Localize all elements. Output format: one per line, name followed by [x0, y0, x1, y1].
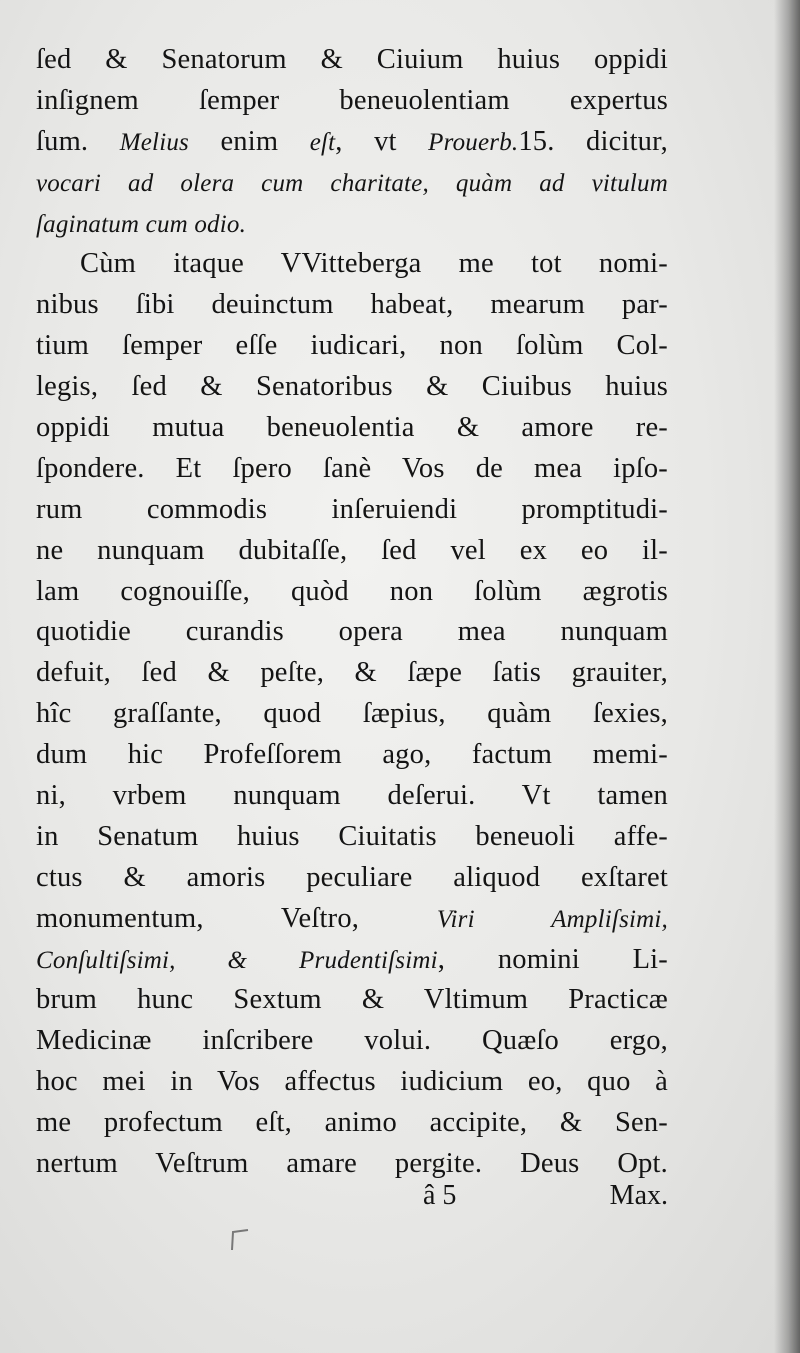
catchword: Max. — [609, 1180, 668, 1211]
ink-mark-icon — [228, 1228, 254, 1254]
page-edge-shadow — [774, 0, 800, 1353]
text-run: ſpondere. Et ſpero ſanè Vos de mea ipſo- — [36, 452, 668, 484]
text-run: brum hunc Sextum & Vltimum Practicæ — [36, 984, 668, 1016]
text-line — [36, 694, 668, 735]
italic-text-run: vocari ad olera cum charitate, quàm ad vitulum — [36, 169, 668, 197]
text-line — [36, 776, 668, 817]
body-text — [36, 40, 668, 1185]
text-run: , vt — [335, 125, 429, 157]
text-line — [36, 1144, 668, 1185]
italic-text-run: Melius — [119, 128, 189, 156]
text-run: quotidie curandis opera mea nunquam — [36, 616, 668, 648]
text-run: nibus ſibi deuinctum habeat, mearum par- — [36, 289, 668, 321]
text-line — [36, 612, 668, 653]
text-line — [36, 408, 668, 449]
text-run: lam cognouiſſe, quòd non ſolùm ægrotis — [36, 575, 668, 607]
page-footer — [36, 1180, 668, 1220]
text-line — [36, 244, 668, 285]
text-run: monumentum, Veſtro, — [36, 902, 437, 934]
text-line — [36, 1103, 668, 1144]
text-line — [36, 204, 668, 245]
text-line — [36, 653, 668, 694]
text-line — [36, 940, 668, 981]
text-line — [36, 735, 668, 776]
text-run: me profectum eſt, animo accipite, & Sen- — [36, 1107, 668, 1139]
text-run: hîc graſſante, quod ſæpius, quàm ſexies, — [36, 698, 668, 730]
text-line — [36, 285, 668, 326]
text-run: inſignem ſemper beneuolentiam expertus — [36, 84, 668, 116]
italic-text-run: ſaginatum cum odio. — [36, 210, 247, 238]
text-line — [36, 858, 668, 899]
text-line — [36, 81, 668, 122]
text-line — [36, 572, 668, 613]
text-run: Cùm itaque VVitteberga me tot nomi- — [80, 248, 668, 280]
text-run: hoc mei in Vos affectus iudicium eo, quo à — [36, 1066, 668, 1098]
text-run: , nomini Li- — [437, 943, 668, 975]
text-run: Medicinæ inſcribere volui. Quæſo ergo, — [36, 1025, 668, 1057]
text-run: dum hic Profeſſorem ago, factum memi- — [36, 739, 668, 771]
text-line — [36, 817, 668, 858]
italic-text-run: eſt — [309, 128, 336, 156]
text-run: nertum Veſtrum amare pergite. Deus Opt. — [36, 1148, 668, 1180]
text-line — [36, 326, 668, 367]
text-line — [36, 163, 668, 204]
text-run: ſed & Senatorum & Ciuium huius oppidi — [36, 44, 668, 75]
signature-mark: â 5 — [423, 1180, 457, 1211]
text-line — [36, 122, 668, 163]
text-run: enim — [188, 125, 310, 157]
text-line — [36, 449, 668, 490]
text-line — [36, 1062, 668, 1103]
text-run: 15. dicitur, — [518, 125, 669, 157]
text-line — [36, 40, 668, 81]
text-run: tium ſemper eſſe iudicari, non ſolùm Col- — [36, 330, 668, 362]
text-run: ni, vrbem nunquam deſerui. Vt tamen — [36, 780, 668, 812]
text-line — [36, 980, 668, 1021]
italic-text-run: Conſultiſsimi, & Prudentiſsimi — [36, 946, 438, 974]
text-line — [36, 490, 668, 531]
text-run: ſum. — [36, 125, 120, 157]
text-line — [36, 899, 668, 940]
text-run: rum commodis inſeruiendi promptitudi- — [36, 493, 668, 525]
text-run: legis, ſed & Senatoribus & Ciuibus huius — [36, 371, 668, 403]
text-line — [36, 367, 668, 408]
text-run: defuit, ſed & peſte, & ſæpe ſatis grauiter, — [36, 657, 668, 689]
text-run: ne nunquam dubitaſſe, ſed vel ex eo il- — [36, 534, 668, 566]
text-line — [36, 531, 668, 572]
text-run: oppidi mutua beneuolentia & amore re- — [36, 412, 668, 444]
italic-text-run: Prouerb. — [428, 128, 519, 156]
text-run: ctus & amoris peculiare aliquod exſtaret — [36, 861, 668, 893]
text-run: in Senatum huius Ciuitatis beneuoli affe- — [36, 820, 668, 852]
italic-text-run: Viri Ampliſsimi, — [436, 905, 668, 933]
text-line — [36, 1021, 668, 1062]
